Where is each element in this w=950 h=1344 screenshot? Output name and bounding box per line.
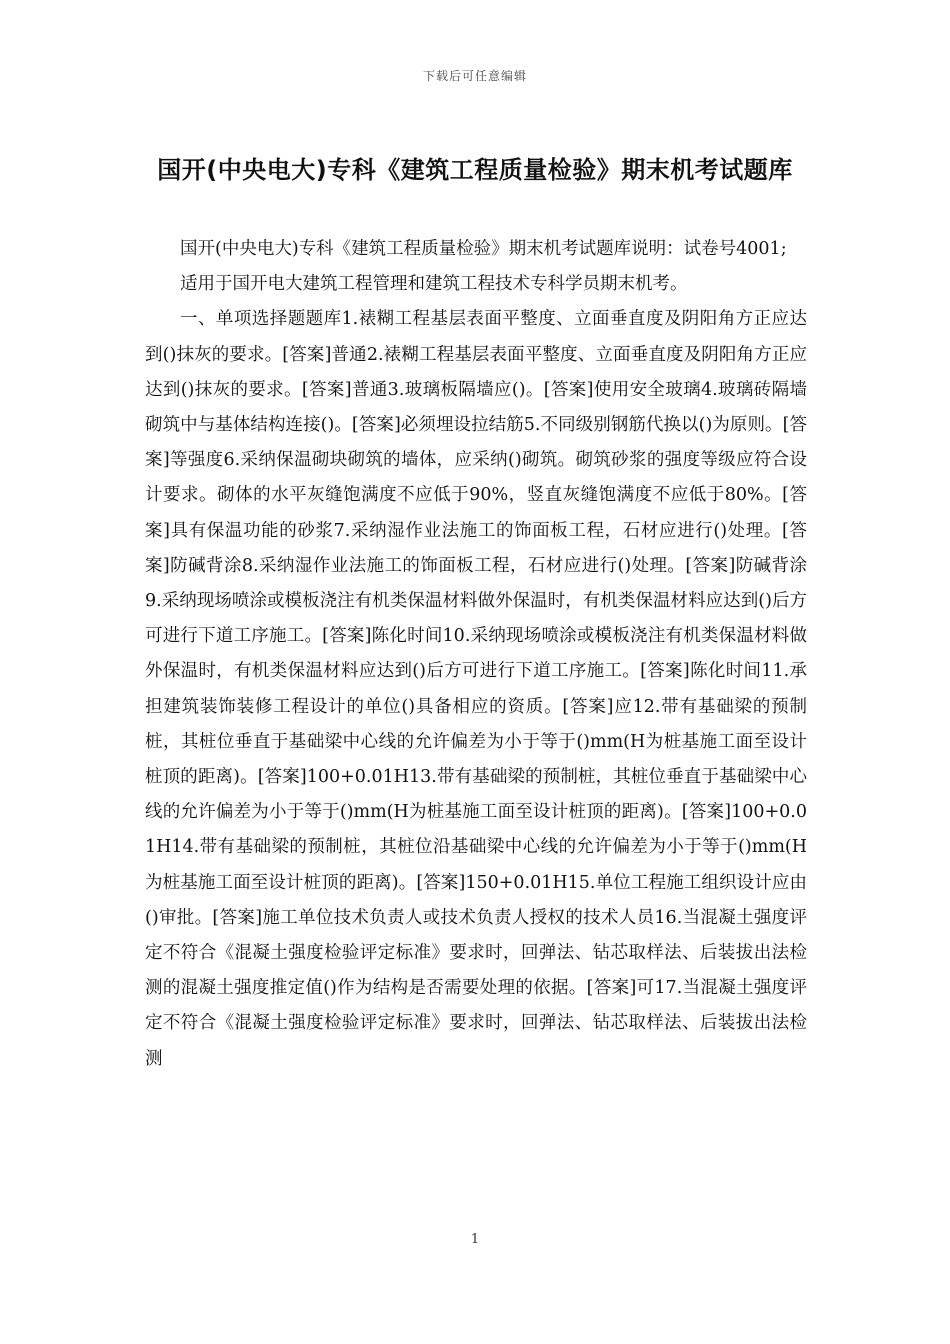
- document-title: 国开(中央电大)专科《建筑工程质量检验》期末机考试题库: [157, 156, 793, 184]
- document-body: [145, 232, 807, 1077]
- body-paragraph: 适用于国开电大建筑工程管理和建筑工程技术专科学员期末机考。: [180, 274, 688, 295]
- page-number: 1: [470, 1232, 480, 1247]
- body-paragraph: 一、单项选择题题库1.裱糊工程基层表面平整度、立面垂直度及阴阳角方正应达到()抹灰的要求。[答案]普通2.裱糊工程基层表面平整度、立面垂直度及阴阳角方正应达到()抹灰的要求。[答案]普通3.玻璃板隔墙应()。[答案]使用安全玻璃4.玻璃砖隔墙砌筑中与基体结构连接()。[答案]必须埋设拉结筋5.不同级别钢筋代换以()为原则。[答案]等强度6.采纳保温砌块砌筑的墙体，应采纳()砌筑。砌筑砂浆的强度等级应符合设计要求。砌体的水平灰缝饱满度不应低于90%，竖直灰缝饱满度不应低于80%。[答案]具有保温功能的砂浆7.采纳湿作业法施工的饰面板工程，石材应进行()处理。[答案]防碱背涂8.采纳湿作业法施工的饰面板工程，石材应进行()处理。[答案]防碱背涂9.采纳现场喷涂或模板浇注有机类保温材料做外保温时，有机类保温材料应达到()后方可进行下道工序施工。[答案]陈化时间10.采纳现场喷涂或模板浇注有机类保温材料做外保温时，有机类保温材料应达到()后方可进行下道工序施工。[答案]陈化时间11.承担建筑装饰装修工程设计的单位()具备相应的资质。[答案]应12.带有基础梁的预制桩，其桩位垂直于基础梁中心线的允许偏差为小于等于()mm(H为桩基施工面至设计桩顶的距离)。[答案]100+0.01H13.带有基础梁的预制桩，其桩位垂直于基础梁中心线的允许偏差为小于等于()mm(H为桩基施工面至设计桩顶的距离)。[答案]100+0.01H14.带有基础梁的预制桩，其桩位沿基础梁中心线的允许偏差为小于等于()mm(H为桩基施工面至设计桩顶的距离)。[答案]150+0.01H15.单位工程施工组织设计应由()审批。[答案]施工单位技术负责人或技术负责人授权的技术人员16.当混凝土强度评定不符合《混凝土强度检验评定标准》要求时，回弹法、钻芯取样法、后装拔出法检测的混凝土强度推定值()作为结构是否需要处理的依据。[答案]可17.当混凝土强度评定不符合《混凝土强度检验评定标准》要求时，回弹法、钻芯取样法、后装拔出法检测: [145, 309, 807, 1069]
- body-paragraph: 国开(中央电大)专科《建筑工程质量检验》期末机考试题库说明：试卷号4001;: [180, 239, 787, 259]
- page-header-note: 下载后可任意编辑: [422, 69, 527, 83]
